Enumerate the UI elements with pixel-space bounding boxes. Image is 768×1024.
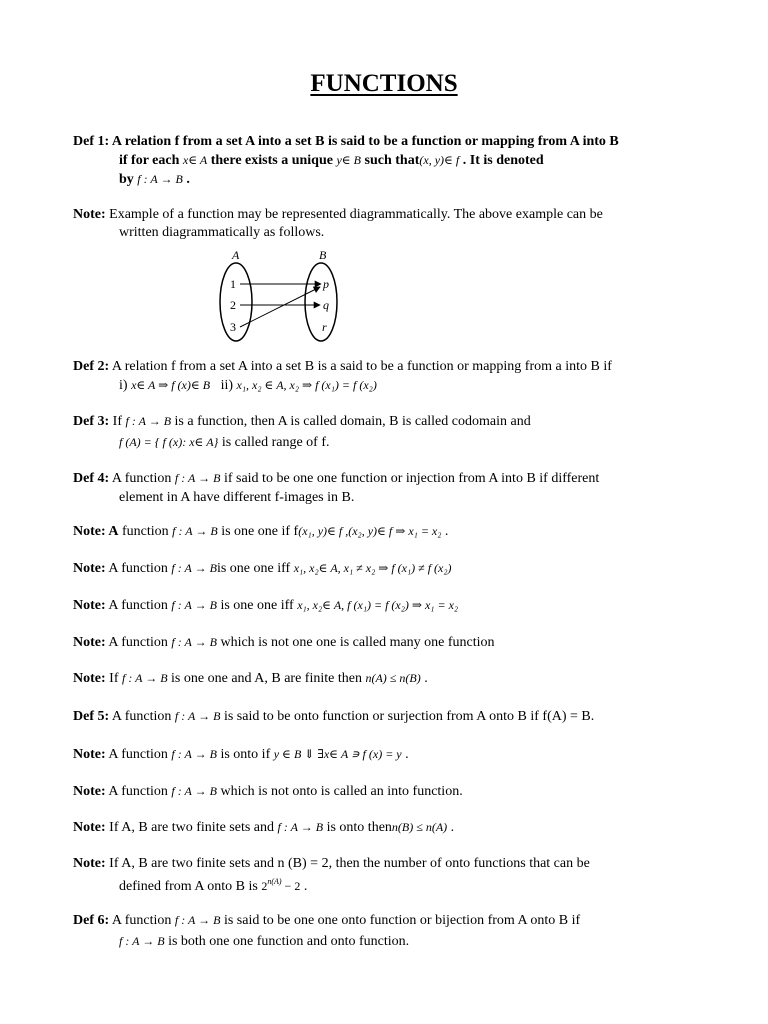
math-expr: f : A → B [174,471,221,485]
math-expr: − 2 [281,879,301,893]
note-text: is one one if f [217,524,299,539]
def-1-text: such that [361,153,420,168]
note-text: . [441,524,449,539]
def-label: Def 4: [73,471,110,486]
math-expr: f (A) = { f (x): x∈ A} [119,435,219,449]
def-1-text: . It is denoted [459,153,544,168]
note-text: A function [105,635,172,650]
note-text: A function [105,598,172,613]
note-one-one-def [73,522,693,541]
note-text: If A, B are two finite sets and [105,820,278,835]
note-onto-condition [73,745,693,764]
math-expr: f : A → B [174,709,221,723]
math-expr: f : A → B [171,598,217,612]
note-text: If A, B are two finite sets and n (B) = 2, then the number of onto functions that can be [105,856,590,871]
def-2 [73,358,693,395]
def-text: If [109,414,126,429]
note-text: A function [105,561,172,576]
def-text: A function [109,471,175,486]
note-text: . [420,671,428,686]
page-title: FUNCTIONS [310,70,458,97]
note-label: Note: [73,784,106,799]
note-text: . [401,747,409,762]
set-a-element: 1 [230,277,236,291]
note-text: which is not one one is called many one function [216,635,495,650]
note-text: Example of a function may be represented diagrammatically. The above example can be [105,207,603,222]
def-label: Def 2: [73,359,110,374]
note-text: is onto then [323,820,392,835]
math-expr: x₁, x₂∈ A, f (x₁) = f (x₂) ⇒ x₁ = x₂ [297,598,459,612]
math-expr: f : A → B [171,784,217,798]
note-onto-count [73,855,693,896]
def-1-text: there exists a unique [207,153,337,168]
def-text: is said to be onto function or surjection from A onto B if f(A) = B. [220,709,595,724]
math-expr: n(A) ≤ n(B) [365,671,421,685]
note-text: written diagrammatically as follows. [119,225,325,240]
note-text: is one one iff [216,561,294,576]
def-1-text: by [119,172,138,187]
note-label: Note: [73,207,106,222]
math-expr: f : A → B [171,747,217,761]
def-6 [73,911,693,951]
def-text: if said to be one one function or injection from A into B if different [220,471,600,486]
set-a-ellipse [220,263,252,341]
note-label: Note: [73,856,106,871]
math-expr: (x, y)∈ f [419,153,460,167]
math-expr: x∈ A ⇒ f (x)∈ B [131,378,211,392]
def-text: ii) [210,378,237,393]
math-expr: f : A → B [171,635,217,649]
note-text: If [105,671,122,686]
math-expr: x₁, x₂ ∈ A, x₂ ⇒ f (x₁) = f (x₂) [236,378,377,392]
note-finite-one-one [73,669,693,688]
note-label: Note: [73,747,106,762]
math-expr: f : A → B [137,172,183,186]
set-a-element: 2 [230,298,236,312]
def-text: is called range of f. [218,435,330,450]
def-label: Def 6: [73,913,110,928]
def-5 [73,707,693,726]
set-b-element: p [323,277,329,291]
set-b-ellipse [305,263,337,341]
math-exponent: n(A) [267,877,282,886]
math-expr: y ∈ B ⇓ ∃x∈ A ∍ f (x) = y [273,747,402,761]
def-text: i) [119,378,132,393]
def-1-line-1: A relation f from a set A into a set B is said to be a function or mapping from A into B [109,134,619,149]
def-3 [73,412,693,452]
note-text: is one one and A, B are finite then [167,671,366,686]
math-expr: f : A → B [174,913,221,927]
math-expr: y∈ B [336,153,362,167]
note-text: A function [105,784,172,799]
note-label: Note: [73,671,106,686]
note-text: is onto if [216,747,274,762]
def-text: A relation f from a set A into a set B is a said to be a function or mapping from a into B if [109,359,612,374]
math-expr: f : A → B [172,524,218,538]
set-b-label: B [319,248,327,262]
math-expr: (x₁, y)∈ f ,(x₂, y)∈ f ⇒ x₁ = x₂ [298,524,442,538]
def-text: A function [109,913,175,928]
set-a-element: 3 [230,320,236,334]
note-text: is one one iff [216,598,298,613]
set-a-label: A [232,248,240,262]
note-label: Note: [73,598,106,613]
note-one-one-iff-2 [73,596,693,615]
note-label: Note: [73,561,106,576]
note-text: defined from A onto B is [119,879,262,894]
def-text: is a function, then A is called domain, B is called codomain and [171,414,531,429]
note-text: . [300,879,308,894]
note-label: Note: [73,820,106,835]
def-text: is both one one function and onto function. [164,934,410,949]
math-expr: f : A → B [171,561,217,575]
note-label: Note: A [73,524,119,539]
math-expr: f : A → B [119,934,165,948]
math-expr: 2 [261,879,268,893]
note-text: function [118,524,173,539]
note-text: A function [105,747,172,762]
def-4 [73,469,693,507]
math-expr: n(B) ≤ n(A) [391,820,448,834]
set-b-element: q [323,298,329,312]
math-expr: x∈ A [182,153,208,167]
def-1-label: Def 1: [73,134,110,149]
math-expr: f : A → B [121,671,168,685]
math-expr: f : A → B [277,820,324,834]
note-text: . [447,820,455,835]
def-label: Def 3: [73,414,110,429]
def-text: A function [109,709,175,724]
set-b-element: r [322,320,327,334]
math-expr: x₁, x₂∈ A, x₁ ≠ x₂ ⇒ f (x₁) ≠ f (x₂) [293,561,452,575]
note-into-function [73,782,693,801]
def-label: Def 5: [73,709,110,724]
def-1-text: if for each [119,153,183,168]
def-text: element in A have different f-images in B. [119,490,355,505]
def-text: is said to be one one onto function or bijection from A onto B if [220,913,581,928]
note-many-one [73,633,693,652]
note-label: Note: [73,635,106,650]
math-expr: f : A → B [125,414,172,428]
note-finite-onto [73,818,693,837]
note-one-one-iff-1 [73,559,693,578]
note-text: which is not onto is called an into function. [216,784,463,799]
def-1-text: . [182,172,190,187]
